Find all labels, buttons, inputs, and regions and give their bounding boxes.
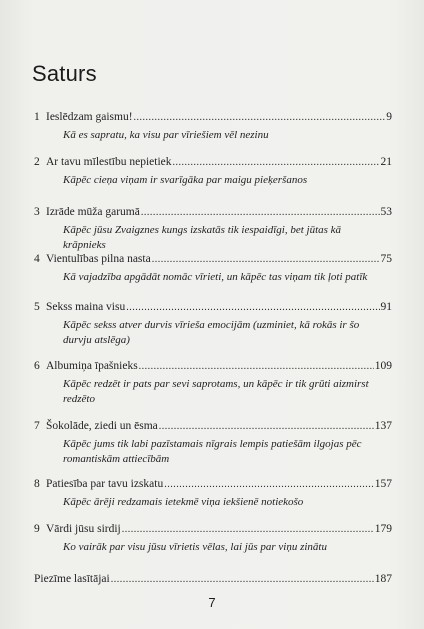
chapter-number: 5 [34,301,40,313]
page-title: Saturs [32,61,97,86]
page-reference: 187 [374,573,392,585]
dot-leader [152,253,380,267]
page-reference: 21 [380,156,392,168]
chapter-subtitle: Ko vairāk par visu jūsu vīrietis vēlas, lai jūs par viņu zinātu [63,541,327,553]
chapter-number: 8 [34,478,40,490]
chapter-number: 6 [34,360,40,372]
chapter-number: 7 [34,420,40,432]
chapter-title: Izrāde mūža garumā [46,206,140,218]
chapter-title: Šokolāde, ziedi un ēsma [46,420,158,432]
chapter-number: 9 [34,523,40,535]
page-reference: 109 [374,360,392,372]
toc-line [34,300,392,315]
dot-leader [111,573,374,587]
toc-entry-4 [34,252,392,300]
page-reference: 91 [380,301,392,313]
dot-leader [173,156,380,170]
toc-entry-2 [34,155,392,205]
chapter-title: Albumiņa īpašnieks [46,360,138,372]
toc-entry-3 [34,205,392,252]
chapter-subtitle: Kāpēc sekss atver durvis vīrieša emocijām (uzminiet, kā rokās ir šo durvju atslēga) [63,319,360,346]
page-reference: 75 [380,253,392,265]
toc-line [34,155,392,170]
dot-leader [159,420,374,434]
page-reference: 53 [380,206,392,218]
toc-entry-5 [34,300,392,359]
toc-entry-1 [34,110,392,155]
chapter-subtitle: Kāpēc redzēt ir pats par sevi saprotams, un kāpēc ir tik grūti aizmirst redzēto [63,378,369,405]
chapter-title: Ieslēdzam gaismu! [46,111,133,123]
dot-leader [164,478,374,492]
dot-leader [139,360,374,374]
chapter-subtitle: Kā vajadzība apgādāt nomāc vīrieti, un kāpēc tas viņam tik ļoti patīk [63,271,368,283]
chapter-subtitle: Kāpēc cieņa viņam ir svarīgāka par maigu pieķeršanos [63,174,308,186]
toc-entry-9 [34,522,392,572]
toc-line [34,572,392,587]
dot-leader [122,523,374,537]
chapter-title: Patiesība par tavu izskatu [46,478,164,490]
chapter-number: 2 [34,156,40,168]
chapter-subtitle: Kāpēc jums tik labi pazīstamais nīgrais lempis patiešām ilgojas pēc romantiskām attiecībām [63,438,362,465]
chapter-title: Vientulības pilna nasta [46,253,151,265]
toc-entry-6 [34,359,392,419]
toc-line [34,205,392,220]
toc-line [34,522,392,537]
chapter-title: Ar tavu mīlestību nepietiek [46,156,172,168]
dot-leader [134,111,386,125]
chapter-subtitle: Kā es sapratu, ka visu par vīriešiem vēl nezinu [63,129,269,141]
chapter-number: 4 [34,253,40,265]
page-number: 7 [208,595,216,610]
chapter-subtitle: Kāpēc ārēji redzamais ietekmē viņa iekšienē notiekošo [63,496,304,508]
toc-line [34,110,392,125]
chapter-subtitle: Kāpēc jūsu Zvaigznes kungs izskatās tik iespaidīgi, bet jūtas kā krāpnieks [63,224,342,251]
toc-line [34,252,392,267]
chapter-title: Sekss maina visu [46,301,126,313]
toc-line [34,359,392,374]
toc-entry-8 [34,477,392,522]
chapter-number: 3 [34,206,40,218]
toc-line [34,419,392,434]
chapter-title: Vārdi jūsu sirdij [46,523,121,535]
toc-line [34,477,392,492]
chapter-title: Piezīme lasītājai [34,573,110,585]
toc-entry-7 [34,419,392,477]
dot-leader [141,206,380,220]
page-reference: 157 [374,478,392,490]
page-reference: 137 [374,420,392,432]
page-reference: 179 [374,523,392,535]
dot-leader [126,301,379,315]
chapter-number: 1 [34,111,40,123]
table-of-contents [34,110,392,602]
page-reference: 9 [386,111,392,123]
